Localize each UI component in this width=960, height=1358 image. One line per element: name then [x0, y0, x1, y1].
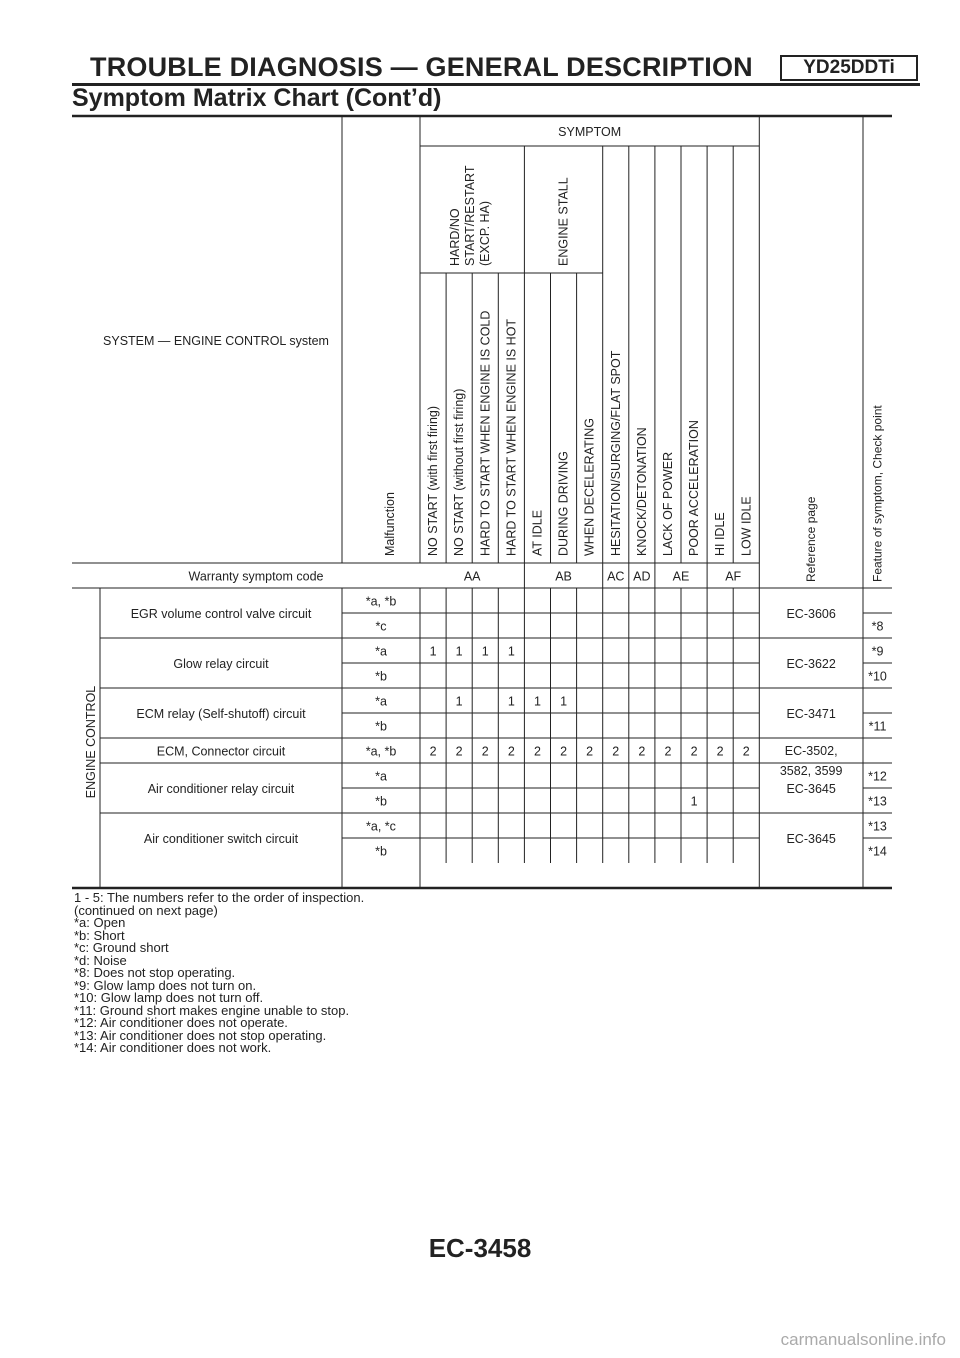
symptom-column-header: HESITATION/SURGING/FLAT SPOT — [608, 350, 623, 556]
malfunction-name: ECM, Connector circuit — [156, 744, 286, 759]
warranty-code: AC — [607, 569, 625, 584]
feature-cell: *12 — [868, 769, 887, 784]
category-label: ENGINE CONTROL — [84, 685, 98, 799]
feature-header: Feature of symptom, Check point — [870, 405, 885, 582]
reference-page: EC-3471 — [786, 707, 836, 721]
inspection-order-cell: 2 — [533, 744, 541, 759]
warranty-code: AF — [725, 569, 742, 584]
failure-mode: *a, *b — [365, 594, 397, 609]
failure-mode: *b — [375, 844, 387, 859]
symptom-column-header: POOR ACCELERATION — [687, 420, 702, 556]
feature-cell: *10 — [868, 669, 887, 684]
group-hard-start-line: HARD/NO — [448, 208, 463, 266]
inspection-order-cell: 2 — [481, 744, 489, 759]
failure-mode: *b — [375, 794, 387, 809]
inspection-order-cell: 1 — [481, 644, 489, 659]
malfunction-name: Air conditioner switch circuit — [143, 832, 299, 846]
warranty-code: AB — [555, 569, 572, 584]
failure-mode: *c — [375, 619, 387, 634]
reference-header: Reference page — [804, 496, 819, 582]
inspection-order-cell: 1 — [533, 694, 541, 709]
note-line: *b: Short — [74, 927, 125, 943]
inspection-order-cell: 2 — [664, 744, 672, 759]
malfunction-name: EGR volume control valve circuit — [130, 607, 312, 621]
inspection-order-cell: 2 — [742, 744, 750, 759]
inspection-order-cell: 2 — [586, 744, 594, 759]
failure-mode: *b — [375, 669, 387, 684]
feature-cell: *8 — [871, 619, 884, 634]
symptom-column-header: NO START (with first firing) — [426, 405, 441, 556]
engine-badge: YD25DDTi — [780, 55, 918, 81]
chart-title: Symptom Matrix Chart (Cont’d) — [72, 84, 442, 112]
feature-cell: *13 — [868, 819, 887, 834]
note-line: *10: Glow lamp does not turn off. — [74, 990, 264, 1005]
group-engine-stall: ENGINE STALL — [556, 177, 571, 266]
failure-mode: *a — [375, 769, 387, 784]
group-hard-start-line: START/RESTART — [463, 165, 478, 266]
note-line: *d: Noise — [74, 952, 127, 968]
symptom-column-header: LOW IDLE — [739, 496, 754, 556]
page-number: EC-3458 — [428, 1233, 532, 1263]
symptom-column-header: DURING DRIVING — [556, 451, 571, 556]
inspection-order-cell: 2 — [507, 744, 515, 759]
symptom-column-header: HARD TO START WHEN ENGINE IS COLD — [478, 310, 493, 556]
warranty-code: AA — [463, 569, 481, 584]
inspection-order-cell: 2 — [455, 744, 463, 759]
symptom-header: SYMPTOM — [558, 125, 622, 139]
symptom-column-header: KNOCK/DETONATION — [634, 427, 649, 556]
feature-cell: *11 — [868, 719, 887, 734]
failure-mode: *a, *b — [365, 744, 397, 759]
failure-mode: *a — [375, 644, 387, 659]
section-title: TROUBLE DIAGNOSIS — GENERAL DESCRIPTION — [90, 52, 753, 82]
failure-mode: *a — [375, 694, 387, 709]
system-header: SYSTEM — ENGINE CONTROL system — [103, 334, 329, 348]
malfunction-name: Air conditioner relay circuit — [147, 782, 295, 796]
reference-page: 3582, 3599 — [779, 764, 843, 778]
inspection-order-cell: 1 — [507, 644, 515, 659]
warranty-label: Warranty symptom code — [188, 569, 324, 584]
note-line: *c: Ground short — [74, 940, 169, 955]
inspection-order-cell: 1 — [455, 694, 463, 709]
failure-mode: *b — [375, 719, 387, 734]
inspection-order-cell: 2 — [638, 744, 646, 759]
symptom-column-header: HI IDLE — [713, 512, 728, 556]
symptom-column-header: NO START (without first firing) — [452, 388, 467, 556]
symptom-column-header: WHEN DECELERATING — [582, 418, 597, 556]
group-hard-start-line: (EXCP. HA) — [478, 200, 493, 266]
malfunction-name: ECM relay (Self-shutoff) circuit — [136, 707, 306, 721]
inspection-order-cell: 1 — [455, 644, 463, 659]
feature-cell: *9 — [871, 644, 884, 659]
inspection-order-cell: 1 — [690, 794, 698, 809]
warranty-code: AD — [633, 569, 651, 584]
notes-section — [74, 892, 364, 1055]
reference-page: EC-3645 — [786, 832, 836, 846]
note-line: *13: Air conditioner does not stop operating. — [74, 1027, 327, 1043]
feature-cell: *14 — [868, 844, 887, 859]
warranty-code: AE — [672, 569, 690, 584]
note-line: *9: Glow lamp does not turn on. — [74, 977, 257, 993]
inspection-order-cell: 1 — [429, 644, 437, 659]
malfunction-name: Glow relay circuit — [173, 657, 269, 671]
note-line: *8: Does not stop operating. — [74, 965, 236, 980]
reference-page: EC-3606 — [786, 607, 836, 621]
inspection-order-cell: 2 — [612, 744, 620, 759]
reference-page: EC-3645 — [786, 782, 836, 796]
inspection-order-cell: 2 — [429, 744, 437, 759]
note-line: (continued on next page) — [74, 902, 218, 918]
malfunction-header: Malfunction — [383, 492, 397, 556]
reference-page: EC-3622 — [786, 657, 836, 671]
failure-mode: *a, *c — [366, 819, 396, 834]
inspection-order-cell: 1 — [560, 694, 568, 709]
note-line: *12: Air conditioner does not operate. — [74, 1015, 288, 1030]
inspection-order-cell: 2 — [560, 744, 568, 759]
note-line: *14: Air conditioner does not work. — [74, 1040, 272, 1055]
symptom-column-header: LACK OF POWER — [660, 451, 675, 556]
watermark: carmanualsonline.info — [780, 1330, 946, 1349]
inspection-order-cell: 2 — [716, 744, 724, 759]
reference-page: EC-3502, — [784, 744, 838, 758]
symptom-column-header: AT IDLE — [530, 509, 545, 556]
inspection-order-cell: 2 — [690, 744, 698, 759]
symptom-column-header: HARD TO START WHEN ENGINE IS HOT — [504, 318, 519, 556]
inspection-order-cell: 1 — [507, 694, 515, 709]
feature-cell: *13 — [868, 794, 887, 809]
note-line: *a: Open — [74, 915, 126, 930]
note-line: 1 - 5: The numbers refer to the order of inspection. — [74, 890, 365, 905]
note-line: *11: Ground short makes engine unable to stop. — [74, 1002, 350, 1018]
